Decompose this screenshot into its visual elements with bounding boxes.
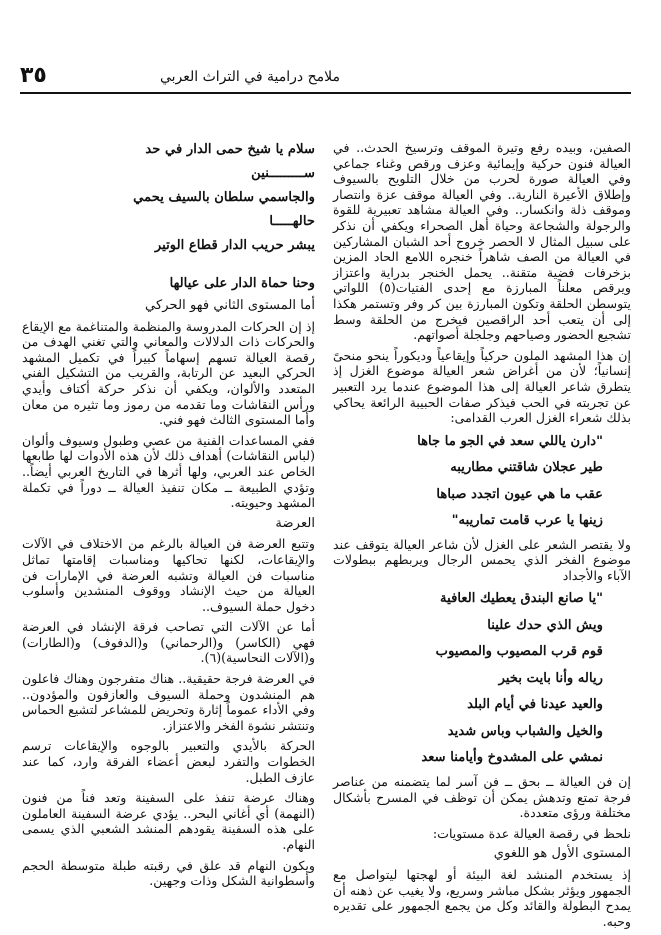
left-column (22, 140, 315, 894)
section-heading: العرضة (275, 515, 315, 531)
right-column (333, 140, 631, 934)
verse-line: ويش الذي حدك علينا (487, 617, 603, 633)
verse-line: ســـــــــنين (251, 166, 315, 181)
verse-line: نمشي على المشدوخ وأيامنا سعد (421, 750, 603, 766)
paragraph: إن هذا المشهد الملون حركياً وإيقاعياً وديكوراً ينحو منحىً إنسانياً؛ لأن من أغراض شعر العيالة موضوع الغزل إذ يتطرق شاعر العيالة إلى هذا الموضوع عندما يرد التعبير عن تجربته في الحب فيذكر صفات الحبيبة الرائعة يحاكي بذلك شعراء الغزل العرب القدامى: (333, 347, 631, 426)
verse-block (333, 431, 631, 532)
verse-line: رياله وأنا بايت بخير (498, 670, 603, 686)
verse-block (333, 588, 631, 769)
verse-line: يبشر حريب الدار قطاع الوتير (154, 238, 315, 253)
verse-line: والعيد عيدنا في أيام البلد (467, 697, 603, 713)
verse-line: والخيل والشباب وباس شديد (447, 723, 603, 739)
header-rule (20, 92, 631, 94)
paragraph: وهناك عرضة تنفذ على السفينة وتعد فناً من فنون (النهمة) أي أغاني البحر.. يؤدي عرضة السفينة العاملون على هذه السفينة يقودهم المنشد الشعبي الذي يسمى النهام. (22, 790, 315, 852)
verse-line: حالهـــــا (269, 214, 315, 229)
paragraph: ففي المساعدات الفنية من عصي وطبول وسيوف وألوان (لباس النقاشات) أهداف ذلك لأن هذه الأدوات لها طابعها الخاص عند العربي، ولها أثرها في التاريخ العربي أيضاً.. وتؤدي الطبيعة ــ مكان تنفيذ العيالة ــ دوراً في تكملة المشهد وحيويته. (22, 432, 315, 511)
page-number: ٣٥ (20, 63, 47, 88)
section-subheading: أما المستوى الثاني فهو الحركي (145, 298, 315, 313)
verse-block (22, 140, 315, 293)
paragraph: الحركة بالأيدي والتعبير بالوجوه والإيقاعات ترسم الخطوات والتفرد لبعض أعضاء الفرقة وارد، كما عند عازف الطبل. (22, 738, 315, 785)
verse-line: وحنا حماة الدار على عيالها (169, 276, 315, 291)
verse-line: قوم قرب المصيوب والمصيوب (435, 644, 603, 660)
paragraph: نلحظ في رقصة العيالة عدة مستويات: (432, 825, 631, 841)
paragraph: الصفين، وبيده رفع وتيرة الموقف وترسيخ الحدث.. في العيالة فنون حركية وإيمائية وعزف ورقص وغناء جماعي وفي العيالة صورة لحرب من خلال التلويح بالسيوف وإطلاق الأعيرة النارية.. وفي العيالة موقف عزة وانتصار وموقف ذلة وانكسار.. وفي العيالة مشاهد تعبيرية للقوة والرجولة والشجاعة وحياة أهل الصحراء ويكفي أن نذكر على سبيل المثال لا الحصر خروج أحد الشبان المشاركين في العيالة من الصف شاهراً خنجره اللامع الحاد المزين بزخرفات فضية متقنة.. يحمل الخنجر بدراية واعتزاز ويرقص معلناً المبارزة مع إحدى الفتيات(٥) اللواتي يتوسطن الحلقة وتكون المبارزة بين كر وفر وتستمر هكذا إلى أن يتعب أحد الراقصين فيخرج من الحلقة وسط تشجيع الحضور وصياحهم وجلجلة أصواتهم. (333, 140, 631, 343)
paragraph: إن فن العيالة ــ بحق ــ فن آسر لما يتضمنه من عناصر فرجة تمتع وتدهش يمكن أن توظف في المسرح بأشكال مختلفة ورؤى متعددة. (333, 773, 631, 821)
paragraph: وتتبع العرضة فن العيالة بالرغم من الاختلاف في الآلات والإيقاعات، لكنها تحاكيها ومناسبات إقامتها تماثل مناسبات فن العيالة وتشبه العرضة في الإمارات فن العيالة من حيث الإنشاد ووقوف المنشدين وأسلوب دخول حملة السيوف.. (22, 536, 315, 614)
verse-line: سلام يا شيخ حمى الدار في حد (145, 142, 315, 157)
verse-line: "يا صانع البندق يعطيك العافية (440, 591, 603, 607)
verse-line: زينها يا عرب قامت تماريبه" (451, 513, 603, 529)
paragraph: ولا يقتصر الشعر على الغزل لأن شاعر العيالة يتوقف عند موضوع الفخر الذي يحمس الرجال ويربطهم ببطولات الآباء والأجداد (333, 536, 631, 583)
verse-line: طير عجلان شاقتني مطاريبه (450, 460, 603, 476)
paragraph: في العرضة فرجة حقيقية.. هناك متفرجون وهناك فاعلون هم المنشدون وحملة السيوف والعازفون والمؤدون.. وفي الأداء عموماً إثارة وتحريض للمشاعر لتشيع الحماس وتنتشر نشوة الفخر والاعتزاز. (22, 671, 315, 733)
paragraph: إذ إن الحركات المدروسة والمنظمة والمتناغمة مع الإيقاع والحركات ذات الدلالات والمعاني والتي تغني الهدف من رقصة العيالة تسهم إسهاماً كبيراً في تكميل المشهد الحركي البعيد عن الرتابة، والقريب من التشكيل الفني المتعدد والألوان، ويكفي أن نذكر حركة أكتاف وأيدي ورأس النقاشات وما تقدمه من رموز وما تثيره من معان وأما المستوى الثالث فهو فني. (22, 318, 315, 428)
paragraph: إذ يستخدم المنشد لغة البيئة أو لهجتها ليتواصل مع الجمهور ويؤثر بشكل مباشر وسريع، ولا يغيب عن ذهنه أن يمدح البطولة والقائد وكل من يجمع الجمهور على تقديره وحبه. (333, 866, 631, 929)
section-subheading: المستوى الأول هو اللغوي (493, 846, 631, 862)
paragraph: ويكون النهام قد علق في رقبته طبلة متوسطة الحجم وأسطوانية الشكل وذات وجهين. (22, 857, 315, 889)
verse-line: والجاسمي سلطان بالسيف يحمي (133, 190, 315, 205)
verse-line: "دارن ياللي سعد في الجو ما جاها (417, 433, 603, 449)
verse-line: عقب ما هي عيون اتجدد صباها (436, 486, 603, 502)
running-header-title: ملامح درامية في التراث العربي (159, 69, 341, 85)
paragraph: أما عن الآلات التي تصاحب فرقة الإنشاد في العرضة فهي (الكاسر) و(الرحماني) و(الدفوف) و(الطارات) و(الآلات النحاسية)(٦). (22, 619, 315, 666)
